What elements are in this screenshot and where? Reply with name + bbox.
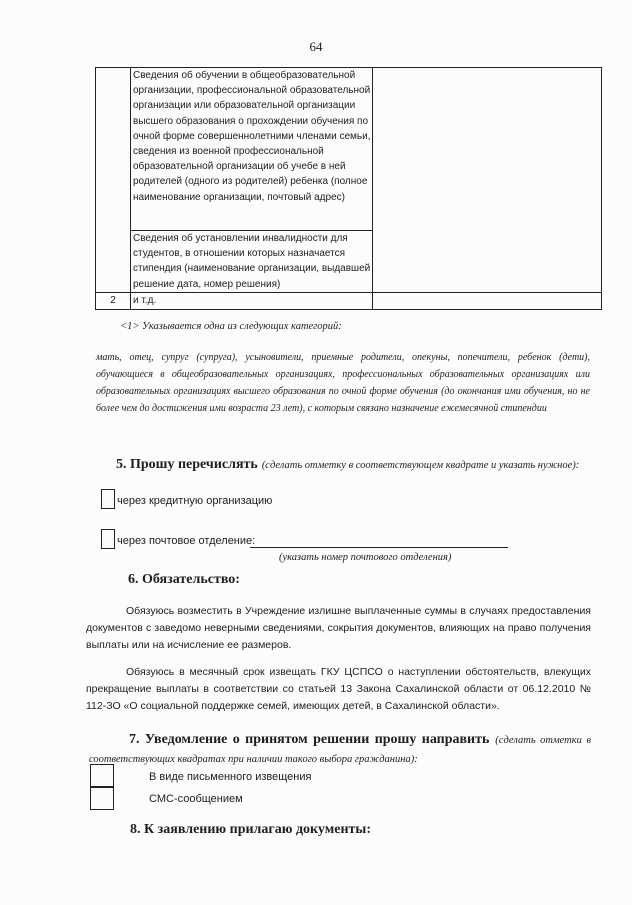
obligation-paragraph-2: Обязуюсь в месячный срок извещать ГКУ ЦСПСО о наступлении обстоятельств, влекущих прекращение выплаты в соответствии со статьей 13 Закона Сахалинской области от 06.12.2010 № 112-ЗО «О социальной поддержке семей, имеющих детей, в Сахалинской области». xyxy=(86,666,591,712)
section-7-title: 7. Уведомление о принятом решении прошу направить xyxy=(129,732,490,747)
table-cell-label: и т.д. xyxy=(131,292,373,309)
section-5-heading xyxy=(116,455,586,474)
sms-checkbox[interactable] xyxy=(90,786,114,810)
post-office-number-field[interactable] xyxy=(250,547,508,548)
section-7-note: (сделать отметки в соответствующих квадратах при наличии такого выбора гражданина): xyxy=(89,735,591,765)
written-notice-checkbox[interactable] xyxy=(90,764,114,788)
categories-text: мать, отец, супруг (супруга), усыновители, приемные родители, опекуны, попечители, ребенок (дети), обучающиеся в общеобразовательных организациях, профессиональных образовательных организациях или образовательных организациях высшего образования по очной форме обучения (до окончания ими обучения, но не более чем до достижения ими возраста 23 лет), с которым связано назначение ежемесячной стипендии xyxy=(96,352,590,414)
table-cell-label: Сведения об обучении в общеобразовательной организации, профессиональной образовательной организации или образовательной организации высшего образования о прохождении обучения по очной форме совершеннолетними членами семьи, сведения из военной профессиональной образовательной организации об учебе в ней родителей (одного из родителей) ребенка (полное наименование организации, почтовый адрес) xyxy=(131,68,373,231)
section-7-heading xyxy=(89,730,591,768)
section-8-title: 8. К заявлению прилагаю документы: xyxy=(130,822,372,837)
table-cell-value xyxy=(373,292,602,309)
credit-org-label: через кредитную организацию xyxy=(117,495,273,507)
footnote: <1> Указывается одна из следующих категорий: xyxy=(120,321,342,332)
table-cell-label: Сведения об установлении инвалидности для студентов, в отношении которых назначается стипендия (наименование организации, выдавшей решение дата, номер решения) xyxy=(131,231,373,293)
section-6-title: 6. Обязательство: xyxy=(128,572,240,587)
section-5-title: 5. Прошу перечислять xyxy=(116,457,258,472)
written-notice-label: В виде письменного извещения xyxy=(149,771,312,783)
post-office-hint: (указать номер почтового отделения) xyxy=(279,552,452,563)
sms-label: СМС-сообщением xyxy=(149,793,243,805)
table-cell-number: 2 xyxy=(96,292,131,309)
table-row xyxy=(96,292,602,309)
post-office-checkbox[interactable] xyxy=(101,529,115,549)
obligation-paragraph-1: Обязуюсь возместить в Учреждение излишне выплаченные суммы в случаях предоставления документов с заведомо неверными сведениями, сокрытия документов, влияющих на право получения выплаты или на исчисление ее размеров. xyxy=(86,605,591,651)
section-5-note: (сделать отметку в соответствующем квадрате и указать нужное): xyxy=(261,460,580,471)
credit-org-checkbox[interactable] xyxy=(101,489,115,509)
page-number: 64 xyxy=(309,39,323,54)
info-table xyxy=(95,67,602,310)
post-office-label: через почтовое отделение: xyxy=(117,535,256,547)
table-row xyxy=(96,68,602,231)
table-cell-number xyxy=(96,68,131,293)
table-cell-value xyxy=(373,68,602,293)
